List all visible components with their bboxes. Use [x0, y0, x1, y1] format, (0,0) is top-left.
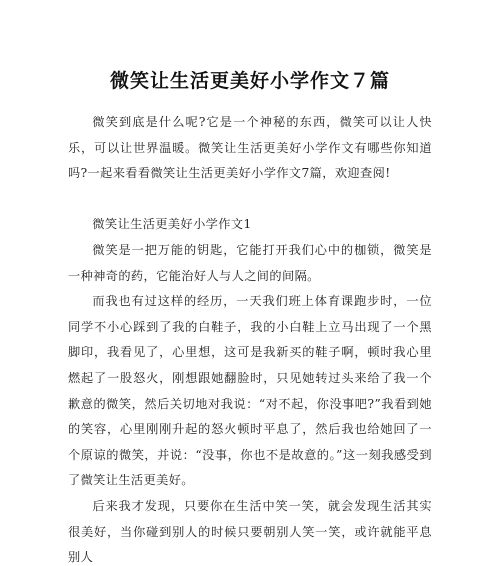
- body-paragraph: 而我也有过这样的经历，一天我们班上体育课跑步时，一位同学不小心踩到了我的白鞋子，我的小白鞋上立马出现了一个黑脚印，我看见了，心里想，这可是我新买的鞋子啊，顿时我心里燃起了一股怒火，刚想跟她翻脸时，只见她转过头来给了我一个歉意的微笑，然后关切地对我说：“对不起，你没事吧?”我看到她的笑容，心里刚刚升起的怒火顿时平息了，然后我也给她回了一个原谅的微笑，并说：“没事，你也不是故意的。”这一刻我感受到了微笑让生活更美好。: [68, 294, 432, 488]
- body-paragraph: 后来我才发现，只要你在生活中笑一笑，就会发现生活其实很美好，当你碰到别人的时候只要朝别人笑一笑，或许就能平息别人: [68, 498, 432, 565]
- section-heading: 微笑让生活更美好小学作文1: [92, 217, 252, 232]
- intro-paragraph: 微笑到底是什么呢?它是一个神秘的东西，微笑可以让人快乐，可以让世界温暖。微笑让生活更美好小学作文有哪些你知道吗?一起来看看微笑让生活更美好小学作文7篇，欢迎查阅!: [68, 115, 432, 181]
- body-paragraph: 微笑是一把万能的钥匙，它能打开我们心中的枷锁，微笑是一种神奇的药，它能治好人与人之间的间隔。: [68, 242, 432, 283]
- document-body: [68, 110, 432, 566]
- document-title: 微笑让生活更美好小学作文７篇: [109, 70, 390, 92]
